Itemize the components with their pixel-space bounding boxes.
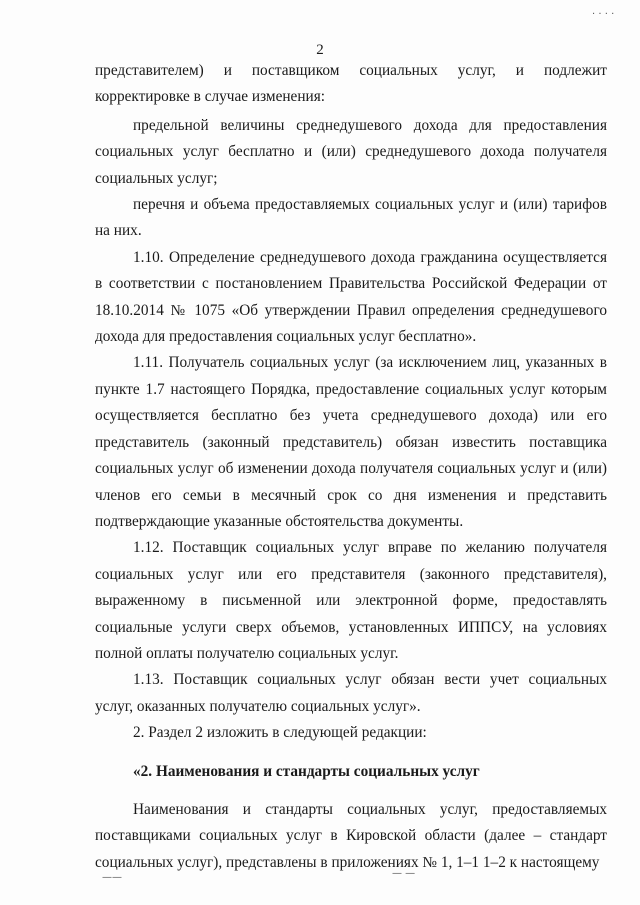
page-number: 2 [316, 42, 324, 58]
paragraph: 1.13. Поставщик социальных услуг обязан вести учет социальных услуг, оказанных получателю социальных услуг». [95, 671, 607, 715]
footer-scan-mark-right: — — [392, 868, 416, 879]
paragraph: представителем) и поставщиком социальных услуг, и подлежит корректировке в случае изменения: [95, 62, 607, 106]
scan-corner-mark: . . . . [592, 6, 615, 17]
paragraph: 1.12. Поставщик социальных услуг вправе по желанию получателя социальных услуг или его представителя (законного представителя), выраженному в письменной или электронной форме, предоставлять социальные услуги сверх объемов, установленных ИППСУ, на условиях полной оплаты получателю социальных услуг. [95, 539, 607, 662]
paragraph: перечня и объема предоставляемых социальных услуг и (или) тарифов на них. [95, 196, 607, 240]
document-body [95, 58, 607, 876]
footer-scan-mark-left: —— [102, 872, 122, 883]
paragraph: 1.11. Получатель социальных услуг (за исключением лиц, указанных в пункте 1.7 настоящего Порядка, предоставление социальных услуг которым осуществляется бесплатно без учета среднедушевого дохода) или его представитель (законный представитель) обязан известить поставщика социальных услуг об изменении дохода получателя социальных услуг и (или) членов его семьи в месячный срок со дня изменения и представить подтверждающие указанные обстоятельства документы. [95, 354, 607, 530]
paragraph: 1.10. Определение среднедушевого дохода гражданина осуществляется в соответствии с постановлением Правительства Российской Федерации от 18.10.2014 № 1075 «Об утверждении Правил определения среднедушевого дохода для предоставления социальных услуг бесплатно». [95, 248, 607, 346]
paragraph: предельной величины среднедушевого дохода для предоставления социальных услуг бесплатно и (или) среднедушевого дохода получателя социальных услуг; [95, 116, 607, 187]
paragraph: Наименования и стандарты социальных услуг, предоставляемых поставщиками социальных услуг в Кировской области (далее – стандарт социальных услуг), представлены в приложениях № 1, 1–1 1–2 к настоящему [95, 800, 607, 871]
paragraph: 2. Раздел 2 изложить в следующей редакции: [133, 724, 427, 742]
section-heading: «2. Наименования и стандарты социальных услуг [133, 762, 480, 780]
